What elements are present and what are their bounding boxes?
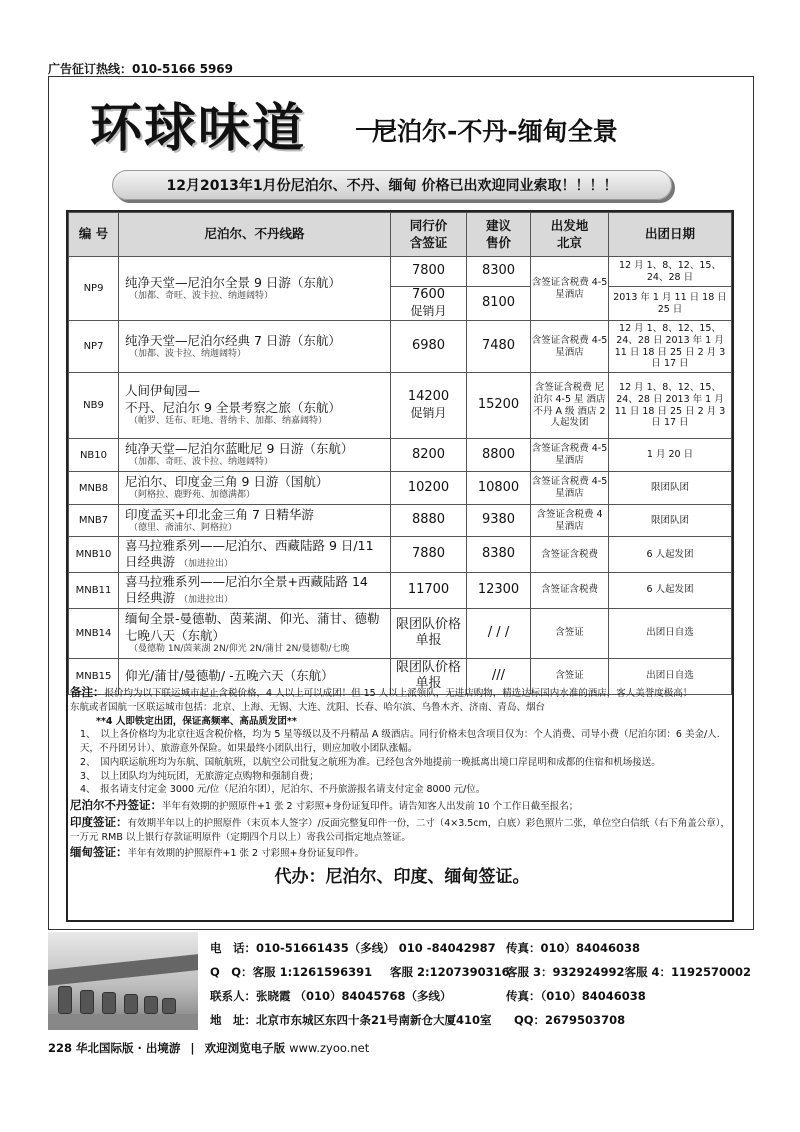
row-route [119,439,391,472]
row-dates: 6 人起发团 [609,537,732,573]
phone-value: 010-51661435（多线） 010 -84042987 [256,941,496,955]
table-row [69,439,732,472]
photo-prayer-wheel [80,990,94,1014]
row-price: 6980 [391,321,467,373]
person-value: 张晓霞 （010）84045768（多线） [256,989,452,1003]
address-value: 北京市东城区东四十条21号南新仓大厦410室 [256,1013,492,1027]
row-code: MNB8 [69,472,119,505]
row-price: 7880 [391,537,467,573]
table-row [69,321,732,373]
row-hotel: 含签证含税费 尼泊尔 4-5 星 酒店不丹 A 级 酒店 2 人起发团 [531,373,609,439]
header-trade-price [391,213,467,257]
route-title-1: 人间伊甸园— [125,383,201,399]
row-hotel: 含签证含税费 4 星酒店 [531,505,609,537]
route-title: 纯净天堂—尼泊尔全景 9 日游（东航） [125,274,341,290]
row-route [119,472,391,505]
contact-phone [210,940,496,956]
cities-text: 东航或者国航一区联运城市包括：北京、上海、无锡、大连、沈阳、长春、哈尔滨、乌鲁木齐、济南、青岛、烟台 [70,701,546,713]
row-dates: 12 月 1、8、12、15、24、28 日 2013 年 1 月 11 日 18 日 25 日 2 月 3 日 17 日 [609,373,732,439]
row-code: NP7 [69,321,119,373]
row-price: 限团队价格单报 [391,658,467,694]
remark-text: 报价均为以下联运城市起止含税价格，4 人以上可以成团！但 15 人以上派领队，无进店购物，精选达标国内水准的酒店，客人美誉度极高！ [104,688,693,699]
header-trade-price-2: 含签证 [409,234,448,250]
row-retail: 15200 [467,373,531,439]
fax2-value: （010）84046038 [540,989,646,1003]
footer-divider: | [190,1041,195,1055]
row-route [119,373,391,439]
row-hotel: 含签证 [531,608,609,658]
qq-service-1: 客服 1:1261596391 [252,965,373,979]
notes-section [70,684,734,890]
row-dates: 12 月 1、8、12、15、24、28 日 2013 年 1 月 11 日 18 日 25 日 2 月 3 日 17 日 [609,321,732,373]
route-title: 仰光/蒲甘/曼德勒/ -五晚六天（东航） [125,668,334,684]
row-hotel: 含签证含税费 [531,572,609,608]
row-retail: 8800 [467,439,531,472]
row-code: MNB15 [69,658,119,694]
route-sub: （阿格拉、鹿野苑、加德满都） [129,490,256,501]
row-route [119,321,391,373]
row-route [119,537,391,573]
photo-prayer-wheel [102,992,116,1014]
prayer-wheel-photo [48,932,198,1030]
note-item-2: 2、 国内联运航班均为东航、国航航班，以航空公司批复之航班为准。已经包含外地提前一晚抵离出境口岸昆明和成都的住宿和机场接送。 [80,756,661,768]
row-route [119,257,391,321]
row-price: 11700 [391,572,467,608]
contact-office-qq: QQ：2679503708 [514,1013,626,1027]
row-retail: 7480 [467,321,531,373]
row-dates: 限团队团 [609,505,732,537]
price-note: 促销月 [410,405,447,420]
table-row [69,572,732,608]
fax-label: 传真： [506,941,541,955]
header-route [119,213,391,257]
footer-url[interactable]: www.zyoo.net [289,1041,370,1055]
row-dates: 出团日自选 [609,608,732,658]
visa-nepal-text: 半年有效期的护照原件+1 张 2 寸彩照+身份证复印件。请告知客人出发前 10 个工作日截至报名； [162,801,579,813]
row-dates: 限团队团 [609,472,732,505]
row-dates: 6 人起发团 [609,572,732,608]
qq-label: Q Q： [210,965,253,979]
route-title-2: 不丹、尼泊尔 9 全景考察之旅（东航） [125,399,341,415]
header-depart-1: 出发地 [550,217,589,233]
table-row [69,537,732,573]
route-title: 喜马拉雅系列——尼泊尔全景+西藏陆路 14 日经典游 [125,573,368,606]
route-title: 尼泊尔、印度金三角 9 日游（国航） [125,474,329,490]
row-route [119,572,391,608]
route-sub: （德里、斋浦尔、阿格拉） [129,522,238,533]
header-depart [531,213,609,257]
contact-section [48,932,754,1030]
row-code: NP9 [69,257,119,321]
photo-prayer-wheel [124,994,138,1014]
route-title: 印度孟买+印北金三角 7 日精华游 [125,506,314,522]
photo-ground [48,1014,198,1030]
row-dates: 1 月 20 日 [609,439,732,472]
row-retail: 8300 [467,257,531,287]
row-retail: 12300 [467,572,531,608]
route-sub: （加都、奇旺、波卡拉、纳迦阔特） [129,290,274,301]
row-route [119,608,391,658]
row-price [391,287,467,321]
header-retail [467,213,531,257]
table-row [69,608,732,658]
route-sub: （加进拉出） [179,559,234,570]
publication-name: 华北国际版 · 出境游 [76,1041,181,1055]
row-price: 限团队价格单报 [391,608,467,658]
contact-qq-2: 客服 2:1207390316 [390,965,510,979]
header-retail-2: 售价 [485,234,511,250]
row-price: 10200 [391,472,467,505]
page-number: 228 [48,1041,73,1055]
row-dates: 2013 年 1 月 11 日 18 日 25 日 [609,287,732,321]
table-row [69,257,732,287]
route-title: 纯净天堂—尼泊尔蓝毗尼 9 日游（东航） [125,441,354,457]
row-hotel: 含签证含税费 [531,537,609,573]
header-dates [609,213,732,257]
row-price: 8880 [391,505,467,537]
row-retail: 8100 [467,287,531,321]
phone-label: 电 话： [210,941,256,955]
contact-qq [210,964,372,980]
route-sub: （加进拉出） [179,595,234,606]
header-code-label: 编 号 [78,226,109,242]
brand-subtitle: 尼泊尔-不丹-缅甸全景 [372,117,618,146]
row-hotel: 含签证含税费 4-5 星酒店 [531,321,609,373]
visa-india-text: 有效期半年以上的护照原件（末页本人签字）/反面完整复印件一份，二寸（4×3.5cm，白底）彩色照片二张，单位空白信纸（右下角盖公章），一万元 RMB 以上银行存款证明原件（定期四个月以上）寄我公司指定地点签证。 [70,817,731,843]
header-code [69,213,119,257]
photo-prayer-wheel [58,986,72,1014]
header-retail-1: 建议 [485,217,511,233]
contact-fax-2 [506,988,646,1004]
contact-address [210,1012,492,1028]
row-retail: 10800 [467,472,531,505]
row-retail: /// [467,658,531,694]
header-route-label: 尼泊尔、不丹线路 [204,226,305,242]
contact-person [210,988,452,1004]
address-label: 地 址： [210,1013,256,1027]
visa-myanmar-label: 缅甸签证： [70,845,128,860]
row-route [119,505,391,537]
visa-myanmar-text: 半年有效期的护照原件+1 张 2 寸彩照+身份证复印件。 [127,848,365,860]
fax2-label: 传真： [506,989,541,1003]
table-header [69,213,732,257]
photo-prayer-wheel [144,996,158,1014]
row-code: MNB10 [69,537,119,573]
page-footer [48,1040,369,1056]
contact-qq-3: 客服 3：932924992客服 4：1192570002 [506,965,752,979]
row-retail: 8380 [467,537,531,573]
row-code: MNB11 [69,572,119,608]
row-dates: 出团日自选 [609,658,732,694]
row-hotel: 含签证含税费 4-5 星酒店 [531,257,609,321]
price-value: 14200 [407,389,450,405]
row-code: MNB7 [69,505,119,537]
table-row [69,505,732,537]
route-title: 喜马拉雅系列——尼泊尔、西藏陆路 9 日/11 日经典游 [125,538,374,570]
row-price: 7800 [391,257,467,287]
route-sub: （加都、波卡拉、纳迦阔特） [129,348,247,359]
remark-label: 备注： [70,685,105,699]
header-trade-price-1: 同行价 [409,217,448,233]
row-code: MNB14 [69,608,119,658]
four-person-text: **4 人即铁定出团，保证高频率、高品质发团** [96,715,297,727]
route-title: 缅甸全景-曼德勒、茵莱湖、仰光、蒲甘、德勒七晚八天（东航） [125,611,380,643]
header-depart-2: 北京 [556,234,582,250]
agent-visa-slogan: 代办：尼泊尔、印度、缅甸签证。 [274,867,530,888]
row-dates: 12 月 1、8、12、15、24、28 日 [609,257,732,287]
row-hotel: 含签证 [531,658,609,694]
visa-india-label: 印度签证： [70,814,128,829]
footer-slogan: 欢迎浏览电子版 [204,1041,286,1055]
table-row [69,472,732,505]
brand-title: 环球味道 [90,98,307,159]
photo-roof [48,954,198,986]
row-price [391,373,467,439]
photo-prayer-wheel [162,998,176,1014]
row-price: 8200 [391,439,467,472]
row-code: NB10 [69,439,119,472]
row-code: NB9 [69,373,119,439]
price-banner: 12月2013年1月份尼泊尔、不丹、缅甸 价格已出欢迎同业索取！！！！ [112,170,672,200]
note-item-1: 1、 以上各价格均为北京往返含税价格，均为 5 星等级以及不丹精品 A 级酒店。同行价格未包含项目仅为：个人消费、司导小费（尼泊尔团：6 美金/人.天，不丹团另计）、旅游意外保险。如果最终小团队出行，则应加收小团队涨幅。 [80,729,720,755]
contact-fax [506,940,640,956]
visa-nepal-label: 尼泊尔不丹签证： [70,798,162,813]
row-retail: 9380 [467,505,531,537]
header-dates-label: 出团日期 [644,226,695,242]
price-note: 促销月 [410,303,447,318]
route-title: 纯净天堂—尼泊尔经典 7 日游（东航） [125,332,341,348]
fax-value: 010）84046038 [540,941,641,955]
table-row [69,373,732,439]
route-sub: （加都、奇旺、波卡拉、纳迦阔特） [129,457,274,468]
note-item-3: 3、 以上团队均为纯玩团，无旅游定点购物和强制自费； [80,770,319,782]
price-value: 7600 [411,287,446,303]
note-item-4: 4、 报名请支付定金 3000 元/位（尼泊尔团），尼泊尔、不丹旅游报名请支付定金 8000 元/位。 [80,784,486,796]
row-hotel: 含签证含税费 4-5 星酒店 [531,472,609,505]
row-hotel: 含签证含税费 4-5 星酒店 [531,439,609,472]
route-sub: （帕罗、廷布、旺地、普纳卡、加都、纳嘉阔特） [129,415,328,426]
ad-hotline: 广告征订热线：010-5166 5969 [48,62,234,76]
route-sub: （曼德勒 1N/茵莱湖 2N/仰光 2N/蒲甘 2N/曼德勒/七晚 [129,643,350,654]
person-label: 联系人： [210,989,256,1003]
row-retail: / / / [467,608,531,658]
